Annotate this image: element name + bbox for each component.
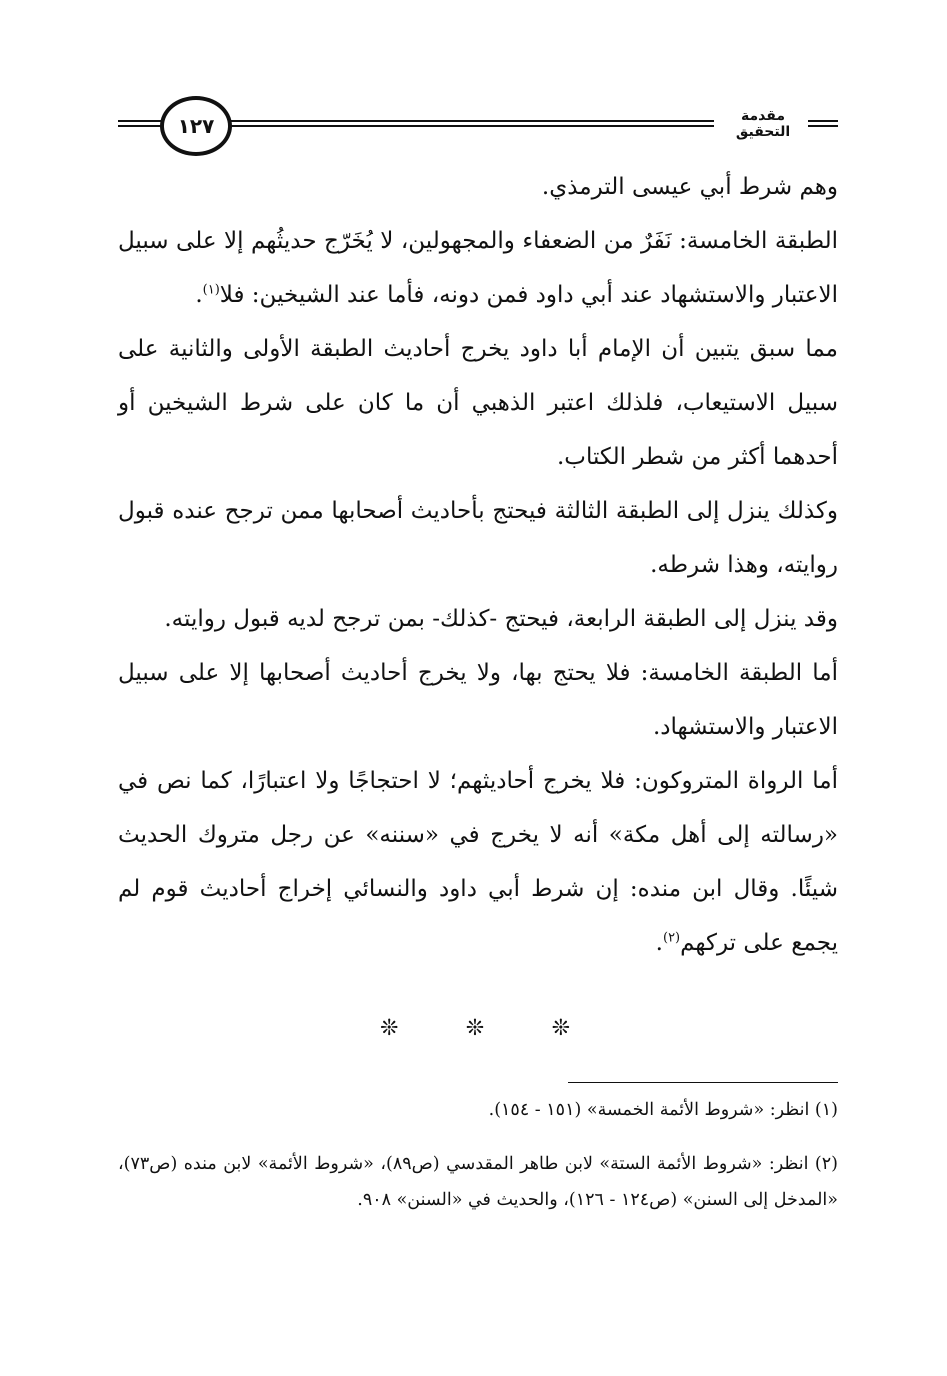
star-icon: ❊ xyxy=(380,1016,399,1041)
paragraph-text: أما الرواة المتروكون: فلا يخرج أحاديثهم؛ لا احتجاجًا ولا اعتبارًا، كما نص في «رسالته إلى أهل مكة» أنه لا يخرج في «سننه» عن رجل متروك الحديث شيئًا. وقال ابن منده: إن شرط أبي داود والنسائي إخراج أحاديث قوم لم يجمع على تركهم xyxy=(118,768,838,956)
section-divider xyxy=(380,1016,570,1041)
page-header xyxy=(118,92,838,162)
star-icon: ❊ xyxy=(465,1016,485,1041)
header-rule-right xyxy=(808,120,838,127)
page-number: ١٢٧ xyxy=(160,96,232,156)
footnotes xyxy=(118,1092,838,1236)
paragraph: الطبقة الخامسة: نَفَرٌ من الضعفاء والمجهولين، لا يُخَرّج حديثُهم إلا على سبيل الاعتبار والاستشهاد عند أبي داود فمن دونه، فأما عند الشيخين: فلا$^{(١)}$. xyxy=(118,228,838,308)
paragraph: مما سبق يتبين أن الإمام أبا داود يخرج أحاديث الطبقة الأولى والثانية على سبيل الاستيعاب، فلذلك اعتبر الذهبي أن ما كان على شرط الشيخين أو أحدهما أكثر من شطر الكتاب. xyxy=(118,336,838,470)
footnote-ref: (٢) xyxy=(662,930,681,946)
header-rule-middle xyxy=(226,120,714,127)
footnote-ref: (١) xyxy=(202,282,220,298)
paragraph-text: الطبقة الخامسة: نَفَرٌ من الضعفاء والمجهولين، لا يُخَرّج حديثُهم إلا على سبيل الاعتبار والاستشهاد عند أبي داود فمن دونه، فأما عند الشيخين: فلا xyxy=(118,228,838,308)
star-icon: ❊ xyxy=(551,1016,570,1041)
paragraph: وقد ينزل إلى الطبقة الرابعة، فيحتج -كذلك- بمن ترجح لديه قبول روايته. xyxy=(164,606,838,632)
main-text xyxy=(118,160,838,970)
footnote: (١) انظر: «شروط الأئمة الخمسة» (١٥١ - ١٥٤). xyxy=(488,1100,838,1120)
paragraph: أما الرواة المتروكون: فلا يخرج أحاديثهم؛ لا احتجاجًا ولا اعتبارًا، كما نص في «رسالته إلى أهل مكة» أنه لا يخرج في «سننه» عن رجل متروك الحديث شيئًا. وقال ابن منده: إن شرط أبي داود والنسائي إخراج أحاديث قوم لم يجمع على تركهم$^{(٢)}$. xyxy=(118,768,838,956)
paragraph: وهم شرط أبي عيسى الترمذي. xyxy=(541,174,838,200)
paragraph: وكذلك ينزل إلى الطبقة الثالثة فيحتج بأحاديث أصحابها ممن ترجح عنده قبول روايته، وهذا شرطه. xyxy=(118,498,838,578)
paragraph: أما الطبقة الخامسة: فلا يحتج بها، ولا يخرج أحاديث أصحابها إلا على سبيل الاعتبار والاستشهاد. xyxy=(118,660,838,740)
footnote: (٢) انظر: «شروط الأئمة الستة» لابن طاهر المقدسي (ص٨٩)، «شروط الأئمة» لابن منده (ص٧٣)، «المدخل إلى السنن» (ص١٢٤ - ١٢٦)، والحديث في «السنن» ٩٠٨. xyxy=(118,1154,838,1210)
running-title: مقدمة التحقيق xyxy=(735,108,791,140)
footnote-rule xyxy=(568,1082,838,1083)
